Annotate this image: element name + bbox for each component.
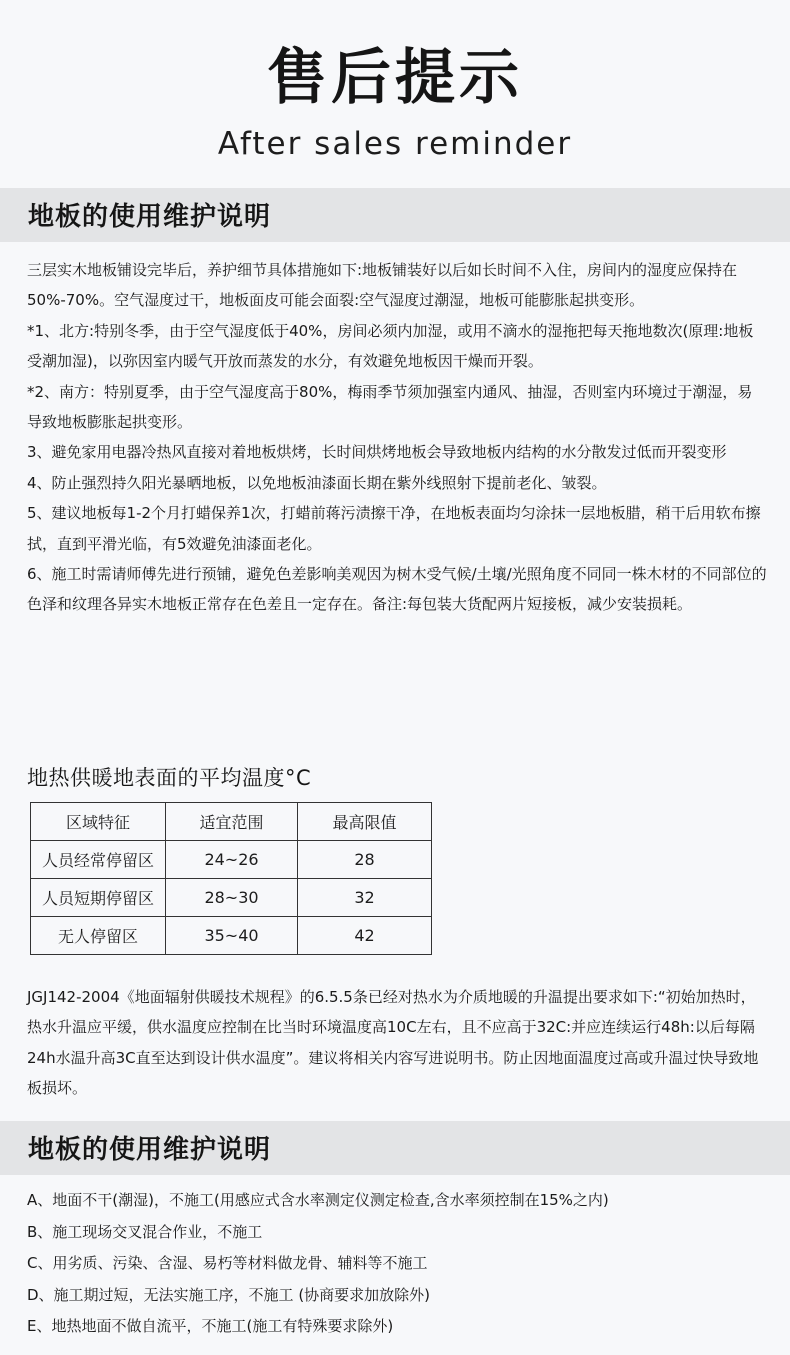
table-row — [31, 879, 432, 917]
paragraph: JGJ142-2004《地面辐射供暖技术规程》的6.5.5条已经对热水为介质地暖的升温提出要求如下:“初始加热时，热水升温应平缓，供水温度应控制在比当时环境温度高10C左右，且不应高于32C:并应连续运行48h:以后每隔24h水温升高3C直至达到设计供水温度”。建议将相关内容写进说明书。防止因地面温度过高或升温过快导致地板损坏。 — [27, 988, 759, 1098]
temperature-table-title: 地热供暖地表面的平均温度°C — [27, 766, 312, 790]
paragraph: *1、北方:特别冬季，由于空气湿度低于40%，房间必须内加湿，或用不滴水的湿拖把每天拖地数次(原理:地板受潮加湿)，以弥因室内暖气开放而蒸发的水分，有效避免地板因干燥而开裂。 — [27, 321, 754, 371]
table-cell: 35~40 — [166, 917, 298, 955]
table-row — [31, 841, 432, 879]
maintenance-paragraphs — [27, 255, 767, 620]
paragraph: 三层实木地板铺设完毕后，养护细节具体措施如下:地板铺装好以后如长时间不入住，房间内的湿度应保持在50%-70%。空气湿度过干，地板面皮可能会面裂:空气湿度过潮湿，地板可能膨胀起拱变形。 — [27, 261, 738, 310]
table-header-cell: 最高限值 — [298, 803, 432, 841]
page-header — [0, 0, 790, 162]
table-row — [31, 917, 432, 955]
table-header-cell: 适宜范围 — [166, 803, 298, 841]
paragraph: 6、施工时需请师傅先进行预铺，避免色差影响美观因为树木受气候/土壤/光照角度不同同一株木材的不同部位的色泽和纹理各异实木地板正常存在色差且一定存在。备注:每包装大货配两片短接板，减少安装损耗。 — [27, 565, 767, 614]
paragraph: *2、南方：特别夏季，由于空气湿度高于80%，梅雨季节须加强室内通风、抽湿，否则室内环境过于潮湿，易导致地板膨胀起拱变形。 — [27, 382, 753, 432]
table-cell: 32 — [298, 879, 432, 917]
section-heading-bar — [0, 1121, 790, 1175]
list-item: A、地面不干(潮湿)，不施工(用感应式含水率测定仪测定检查,含水率须控制在15%之内) — [27, 1191, 609, 1209]
table-cell: 28~30 — [166, 879, 298, 917]
paragraph: 3、避免家用电器冷热风直接对着地板烘烤，长时间烘烤地板会导致地板内结构的水分散发过低而开裂变形 — [27, 443, 727, 462]
page-subtitle: After sales reminder — [217, 126, 573, 162]
table-header-cell: 区域特征 — [31, 803, 166, 841]
temperature-table — [30, 802, 432, 955]
list-item: C、用劣质、污染、含湿、易朽等材料做龙骨、辅料等不施工 — [27, 1254, 428, 1272]
table-cell: 28 — [298, 841, 432, 879]
paragraph: 5、建议地板每1-2个月打蜡保养1次，打蜡前蒋污渍擦干净，在地板表面均匀涂抹一层地板腊，稍干后用软布擦拭，直到平滑光临，有5效避免油漆面老化。 — [27, 504, 761, 553]
table-header-row — [31, 803, 432, 841]
list-item: E、地热地面不做自流平，不施工(施工有特殊要求除外) — [27, 1317, 394, 1335]
section-heading-bar — [0, 188, 790, 242]
table-cell: 人员短期停留区 — [31, 879, 166, 917]
heating-standard-note — [27, 982, 767, 1104]
construction-conditions-list — [27, 1185, 767, 1343]
table-cell: 无人停留区 — [31, 917, 166, 955]
table-cell: 24~26 — [166, 841, 298, 879]
table-cell: 人员经常停留区 — [31, 841, 166, 879]
section-heading: 地板的使用维护说明 — [28, 1135, 272, 1165]
paragraph: 4、防止强烈持久阳光暴晒地板，以免地板油漆面长期在紫外线照射下提前老化、皱裂。 — [27, 473, 607, 492]
section-heading: 地板的使用维护说明 — [28, 202, 272, 232]
list-item: B、施工现场交叉混合作业，不施工 — [27, 1222, 263, 1241]
table-cell: 42 — [298, 917, 432, 955]
page-title: 售后提示 — [267, 43, 523, 113]
list-item: D、施工期过短，无法实施工序，不施工 (协商要求加放除外) — [27, 1285, 431, 1304]
